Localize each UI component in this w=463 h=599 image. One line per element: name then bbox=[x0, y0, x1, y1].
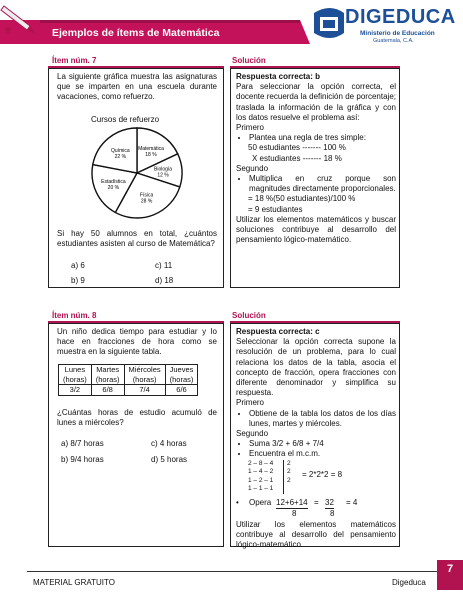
pie-label-biología: 12 % bbox=[157, 172, 169, 179]
step4-denominator2: 8 bbox=[330, 508, 335, 518]
item7-answer-title: Respuesta correcta: b bbox=[236, 72, 321, 81]
pie-label-química: Química bbox=[111, 147, 130, 154]
mcm-result: = 2*2*2 = 8 bbox=[302, 469, 343, 479]
table-row bbox=[59, 385, 198, 396]
table-header-cell: Jueves (horas) bbox=[165, 365, 198, 385]
item8-answer-title: Respuesta correcta: c bbox=[236, 327, 320, 336]
mcm-divisor: 2 bbox=[287, 468, 291, 476]
item8-option-b[interactable]: b) 9/4 horas bbox=[61, 455, 104, 464]
mcm-row: 1 – 1 – 1 bbox=[248, 485, 274, 493]
item7-rule1: 50 estudiantes ------- 100 % bbox=[248, 143, 346, 153]
footer-left-text: MATERIAL GRATUITO bbox=[33, 578, 115, 587]
pie-label-estadística: 20 % bbox=[107, 185, 120, 192]
mcm-divisor: 2 bbox=[287, 459, 291, 467]
logo-location: Guatemala, C.A. bbox=[373, 38, 414, 44]
hours-table bbox=[58, 364, 198, 396]
item7-question: La siguiente gráfica muestra las asignaturas que se imparten en una escuela durante vacaciones, como refuerzo. bbox=[57, 72, 217, 102]
item8-question: Un niño dedica tiempo para estudiar y lo hace en fracciones de hora como se muestra en la siguiente tabla. bbox=[57, 327, 217, 357]
item7-primero: Primero bbox=[236, 123, 265, 133]
step4-result: = 4 bbox=[346, 497, 358, 507]
table-header-row bbox=[59, 365, 198, 385]
item7-segundo: Segundo bbox=[236, 163, 269, 173]
mcm-row: 1 – 2 – 1 bbox=[248, 476, 274, 484]
mcm-row: 1 – 4 – 2 bbox=[248, 468, 274, 476]
logo-text: DIGEDUCA bbox=[345, 6, 456, 28]
step4-denominator: 8 bbox=[292, 508, 297, 518]
logo-emblem-icon bbox=[314, 8, 344, 38]
item8-solution-heading: Solución bbox=[232, 311, 266, 320]
item7-closing: Utilizar los elementos matemáticos y buscar soluciones contribuye al desarrollo del pensamiento lógico-matemático. bbox=[236, 214, 396, 245]
table-cell: 3/2 bbox=[59, 385, 92, 396]
item7-step1: • Plantea una regla de tres simple: bbox=[249, 133, 396, 143]
pie-label-matemática: Matemática bbox=[138, 145, 164, 152]
header-title: Ejemplos de ítems de Matemática bbox=[52, 27, 220, 39]
item7-option-c[interactable]: c) 11 bbox=[155, 261, 173, 270]
item7-solution-heading: Solución bbox=[232, 56, 266, 65]
item7-step2: • Multiplica en cruz porque son magnitudes directamente proporcionales. bbox=[249, 174, 396, 194]
step4-numerator2: 32 bbox=[325, 498, 334, 509]
item8-segundo: Segundo bbox=[236, 429, 269, 439]
item8-question-box bbox=[48, 323, 224, 547]
mcm-divisor: 2 bbox=[287, 476, 291, 484]
step4-equals: = bbox=[314, 497, 319, 507]
item8-option-d[interactable]: d) 5 horas bbox=[151, 455, 188, 464]
footer-rule bbox=[27, 571, 437, 572]
item8-step3: • Encuentra el m.c.m. bbox=[249, 449, 396, 459]
pie-label-matemática: 18 % bbox=[145, 151, 157, 158]
item8-option-c[interactable]: c) 4 horas bbox=[151, 439, 187, 448]
table-header-cell: Martes (horas) bbox=[91, 365, 124, 385]
step4-numerator: 12+6+14 bbox=[276, 498, 308, 509]
item8-solution-intro: Seleccionar la opción correcta supone la resolución de un problema, para lo cual relaciona los datos de la tabla, asocia el concepto de fracción, opera fracciones con diferente denominador y simplifica su respuesta. bbox=[236, 337, 396, 398]
item7-solution-intro: Para seleccionar la opción correcta, el docente recuerda la definición de porcentaje; traslada la información de la gráfica y con los datos resuelve el problema así: bbox=[236, 82, 396, 122]
item8-step2: • Suma 3/2 + 6/8 + 7/4 bbox=[249, 439, 396, 449]
item7-question-box bbox=[48, 68, 224, 288]
item7-option-a[interactable]: a) 6 bbox=[71, 261, 85, 270]
table-cell: 6/6 bbox=[165, 385, 198, 396]
table-header-cell: Miércoles (horas) bbox=[124, 365, 165, 385]
page-number: 7 bbox=[446, 563, 454, 575]
pie-label-estadística: Estadística bbox=[101, 179, 126, 186]
item7-option-b[interactable]: b) 9 bbox=[71, 276, 85, 285]
footer-right-text: Digeduca bbox=[392, 578, 426, 587]
pie-chart bbox=[79, 123, 199, 227]
mcm-table bbox=[236, 460, 396, 498]
item8-primero: Primero bbox=[236, 398, 265, 408]
item7-calc2: = 9 estudiantes bbox=[248, 204, 303, 214]
item7-calc1: = 18 %(50 estudiantes)/100 % bbox=[248, 194, 356, 204]
item8-heading: Ítem núm. 8 bbox=[52, 311, 97, 320]
chart-title: Cursos de refuerzo bbox=[91, 115, 160, 124]
mcm-row: 2 – 8 – 4 bbox=[248, 459, 274, 467]
pie-label-física: 28 % bbox=[140, 198, 153, 205]
pie-label-química: 22 % bbox=[114, 153, 127, 160]
step4-prefix: Opera bbox=[249, 497, 272, 507]
item8-question2: ¿Cuántas horas de estudio acumuló de lunes a miércoles? bbox=[57, 408, 217, 428]
item8-step1: • Obtiene de la tabla los datos de los días lunes, martes y miércoles. bbox=[249, 409, 396, 429]
item8-closing: Utilizar los elementos matemáticos contribuye al desarrollo del pensamiento lógico-matemático. bbox=[236, 519, 396, 550]
table-cell: 7/4 bbox=[124, 385, 165, 396]
item8-option-a[interactable]: a) 8/7 horas bbox=[61, 439, 104, 448]
item8-solution-box bbox=[230, 323, 400, 550]
logo-subtitle: Ministerio de Educación bbox=[360, 30, 435, 37]
mcm-divider bbox=[283, 460, 284, 494]
item7-solution-box bbox=[230, 68, 400, 288]
pie-label-biología: Biología bbox=[154, 166, 173, 173]
item8-step4: • Opera 12+6+14 = 32 = 4 8 8 bbox=[236, 497, 358, 518]
item7-heading: Ítem núm. 7 bbox=[52, 56, 97, 65]
item7-option-d[interactable]: d) 18 bbox=[155, 276, 174, 285]
item7-question2: Si hay 50 alumnos en total, ¿cuántos estudiantes asisten al curso de Matemática? bbox=[57, 229, 217, 249]
table-cell: 6/8 bbox=[91, 385, 124, 396]
table-header-cell: Lunes (horas) bbox=[59, 365, 92, 385]
item7-rule2: X estudiantes ------- 18 % bbox=[252, 153, 342, 163]
pie-label-física: Física bbox=[139, 192, 154, 199]
